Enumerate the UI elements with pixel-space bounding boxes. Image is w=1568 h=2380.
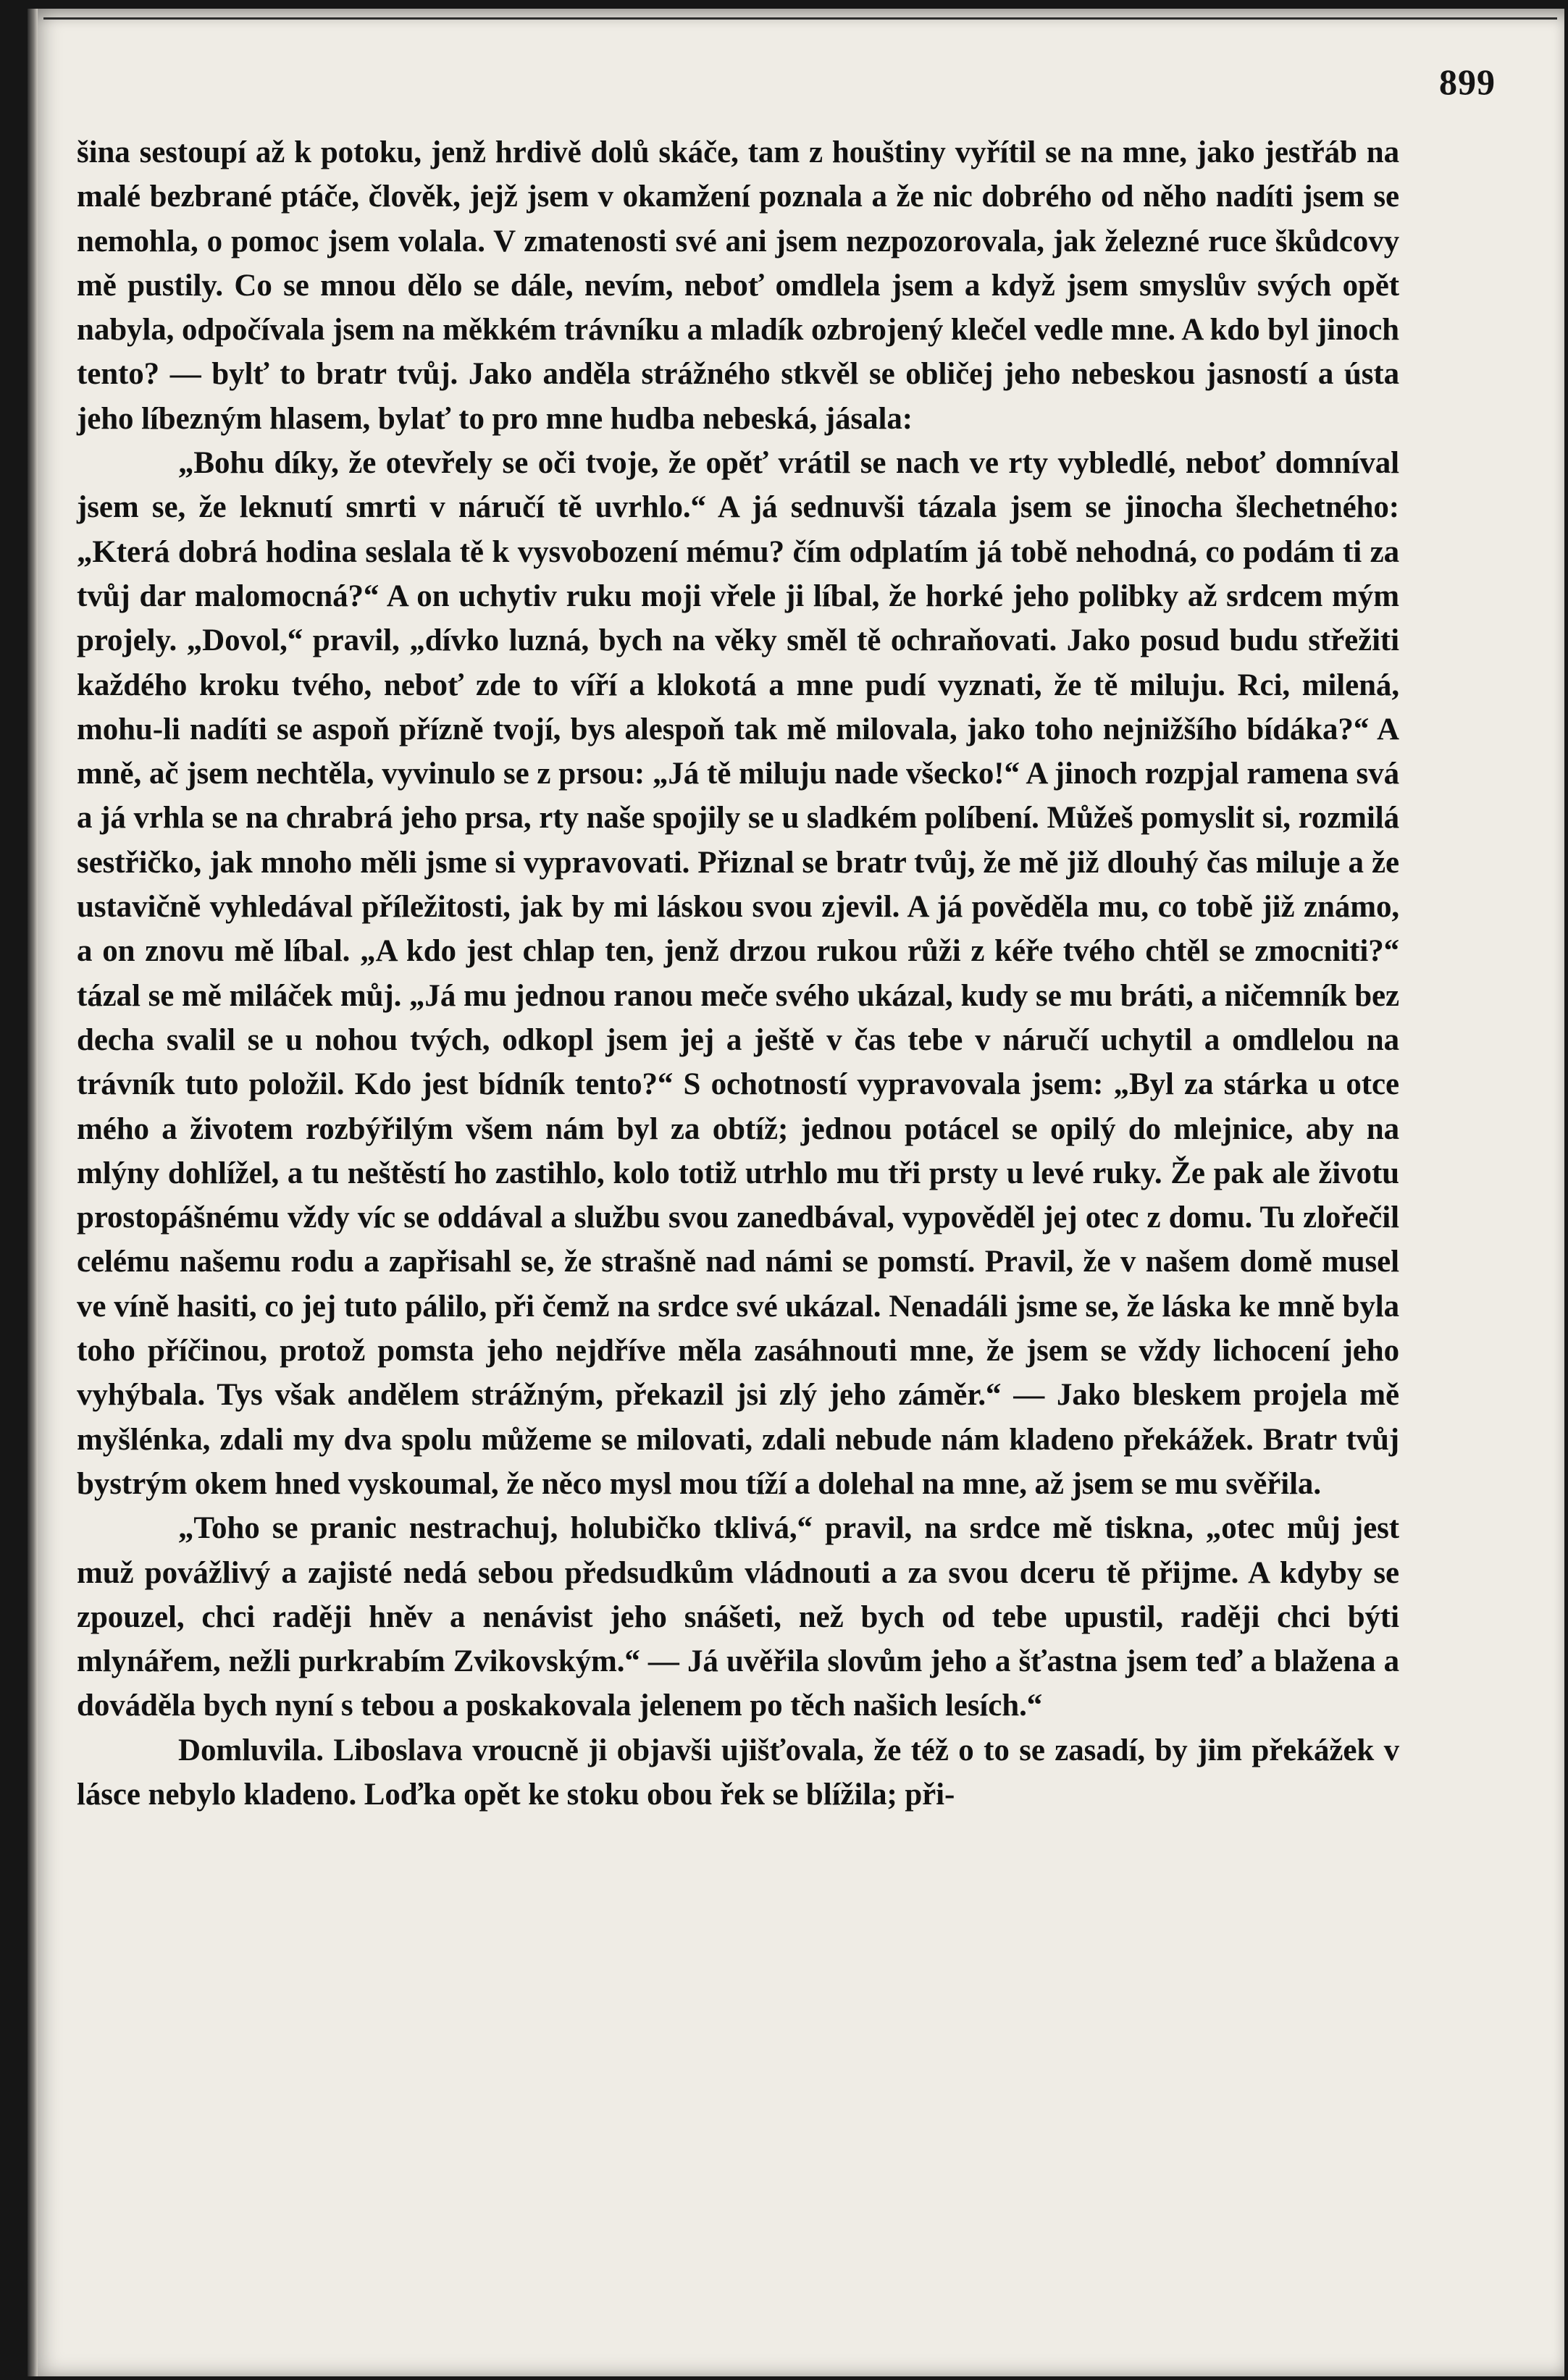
paragraph: Domluvila. Liboslava vroucně ji objavši ujišťovala, že též o to se zasadí, by jim překážek v lásce nebylo kladeno. Loďka opět ke stoku obou řek se blížila; při- (77, 1733, 1399, 1812)
paragraph: „Bohu díky, že otevřely se oči tvoje, že opěť vrátil se nach ve rty vybledlé, neboť domníval jsem se, že leknutí smrti v náručí tě uvrhlo.“ A já sednuvši tázala jsem se jinocha šlechetného: „Která dobrá hodina seslala tě k vysvobození mému? čím odplatím já tobě nehodná, co podám ti za tvůj dar malomocná?“ A on uchytiv ruku moji vřele ji líbal, že horké jeho polibky až srdcem mým projely. „Dovol,“ pravil, „dívko luzná, bych na věky směl tě ochraňovati. Jako posud budu střežiti každého kroku tvého, neboť zde to víří a klokotá a mne pudí vyznati, že tě miluju. Rci, milená, mohu-li nadíti se aspoň přízně tvojí, bys alespoň tak mě milovala, jako toho nejnižšího bídáka?“ A mně, ač jsem nechtěla, vyvinulo se z prsou: „Já tě miluju nade všecko!“ A jinoch rozpjal ramena svá a já vrhla se na chrabrá jeho prsa, rty naše spojily se u sladkém políbení. Můžeš pomyslit si, rozmilá sestřičko, jak mnoho měli jsme si vypravovati. Přiznal se bratr tvůj, že mě již dlouhý čas miluje a že ustavičně vyhledával příležitosti, jak by mi láskou svou zjevil. A já pověděla mu, co tobě již známo, a on znovu mě líbal. „A kdo jest chlap ten, jenž drzou rukou růži z kéře tvého chtěl se zmocniti?“ tázal se mě miláček můj. „Já mu jednou ranou meče svého ukázal, kudy se mu bráti, a ničemník bez decha svalil se u nohou tvých, odkopl jsem jej a ještě v čas tebe v náručí uchytil a omdlelou na trávník tuto položil. Kdo jest bídník tento?“ S ochotností vypravovala jsem: „Byl za stárka u otce mého a životem rozbýřilým všem nám byl za obtíž; jednou potácel se opilý do mlejnice, aby na mlýny dohlížel, a tu neštěstí ho zastihlo, kolo totiž utrhlo mu tři prsty u levé ruky. Že pak ale životu prostopášnému vždy víc se oddával a službu svou zanedbával, vypověděl jej otec z domu. Tu zlořečil celému našemu rodu a zapřisahl se, že strašně nad námi se pomstí. Pravil, že v našem domě musel ve víně hasiti, co jej tuto pálilo, při čemž na srdce své ukázal. Nenadáli jsme se, že láska ke mně byla toho příčinou, protož pomsta jeho nejdříve měla zasáhnouti mne, že jsem se vždy lichocení jeho vyhýbala. Tys však andělem strážným, překazil jsi zlý jeho záměr.“ — Jako bleskem projela mě myšlénka, zdali my dva spolu můžeme se milovati, zdali nebude nám kladeno překážek. Bratr tvůj bystrým okem hned vyskoumal, že něco mysl mou tíží a dolehal na mne, až jsem se mu svěřila. (77, 446, 1399, 1501)
page-spine-shadow (28, 9, 38, 2376)
paragraph: šina sestoupí až k potoku, jenž hrdivě dolů skáče, tam z houštiny vyřítil se na mne, jako jestřáb na malé bezbrané ptáče, člověk, jejž jsem v okamžení poznala a že nic dobrého od něho nadíti jsem se nemohla, o pomoc jsem volala. V zmatenosti své ani jsem nezpozorovala, jak železné ruce škůdcovy mě pustily. Co se mnou dělo se dále, nevím, neboť omdlela jsem a když jsem smyslův svých opět nabyla, odpočívala jsem na měkkém trávníku a mladík ozbrojený klečel vedle mne. A kdo byl jinoch tento? — bylť to bratr tvůj. Jako anděla strážného stkvěl se obličej jeho nebeskou jasností a ústa jeho líbezným hlasem, bylať to pro mne hudba nebeská, jásala: (77, 135, 1399, 436)
page-top-edge (43, 17, 1557, 20)
text-body (77, 130, 1399, 1817)
page-number: 899 (1439, 62, 1496, 102)
paragraph: „Toho se pranic nestrachuj, holubičko tklivá,“ pravil, na srdce mě tiskna, „otec můj jest muž povážlivý a zajisté nedá sebou předsudkům vládnouti a za svou dceru tě přijme. A kdyby se zpouzel, chci raději hněv a nenávist jeho snášeti, než bych od tebe upustil, raději chci býti mlynářem, nežli purkrabím Zvikovským.“ — Já uvěřila slovům jeho a šťastna jsem teď a blažena a dováděla bych nyní s tebou a poskakovala jelenem po těch našich lesích.“ (77, 1511, 1399, 1723)
